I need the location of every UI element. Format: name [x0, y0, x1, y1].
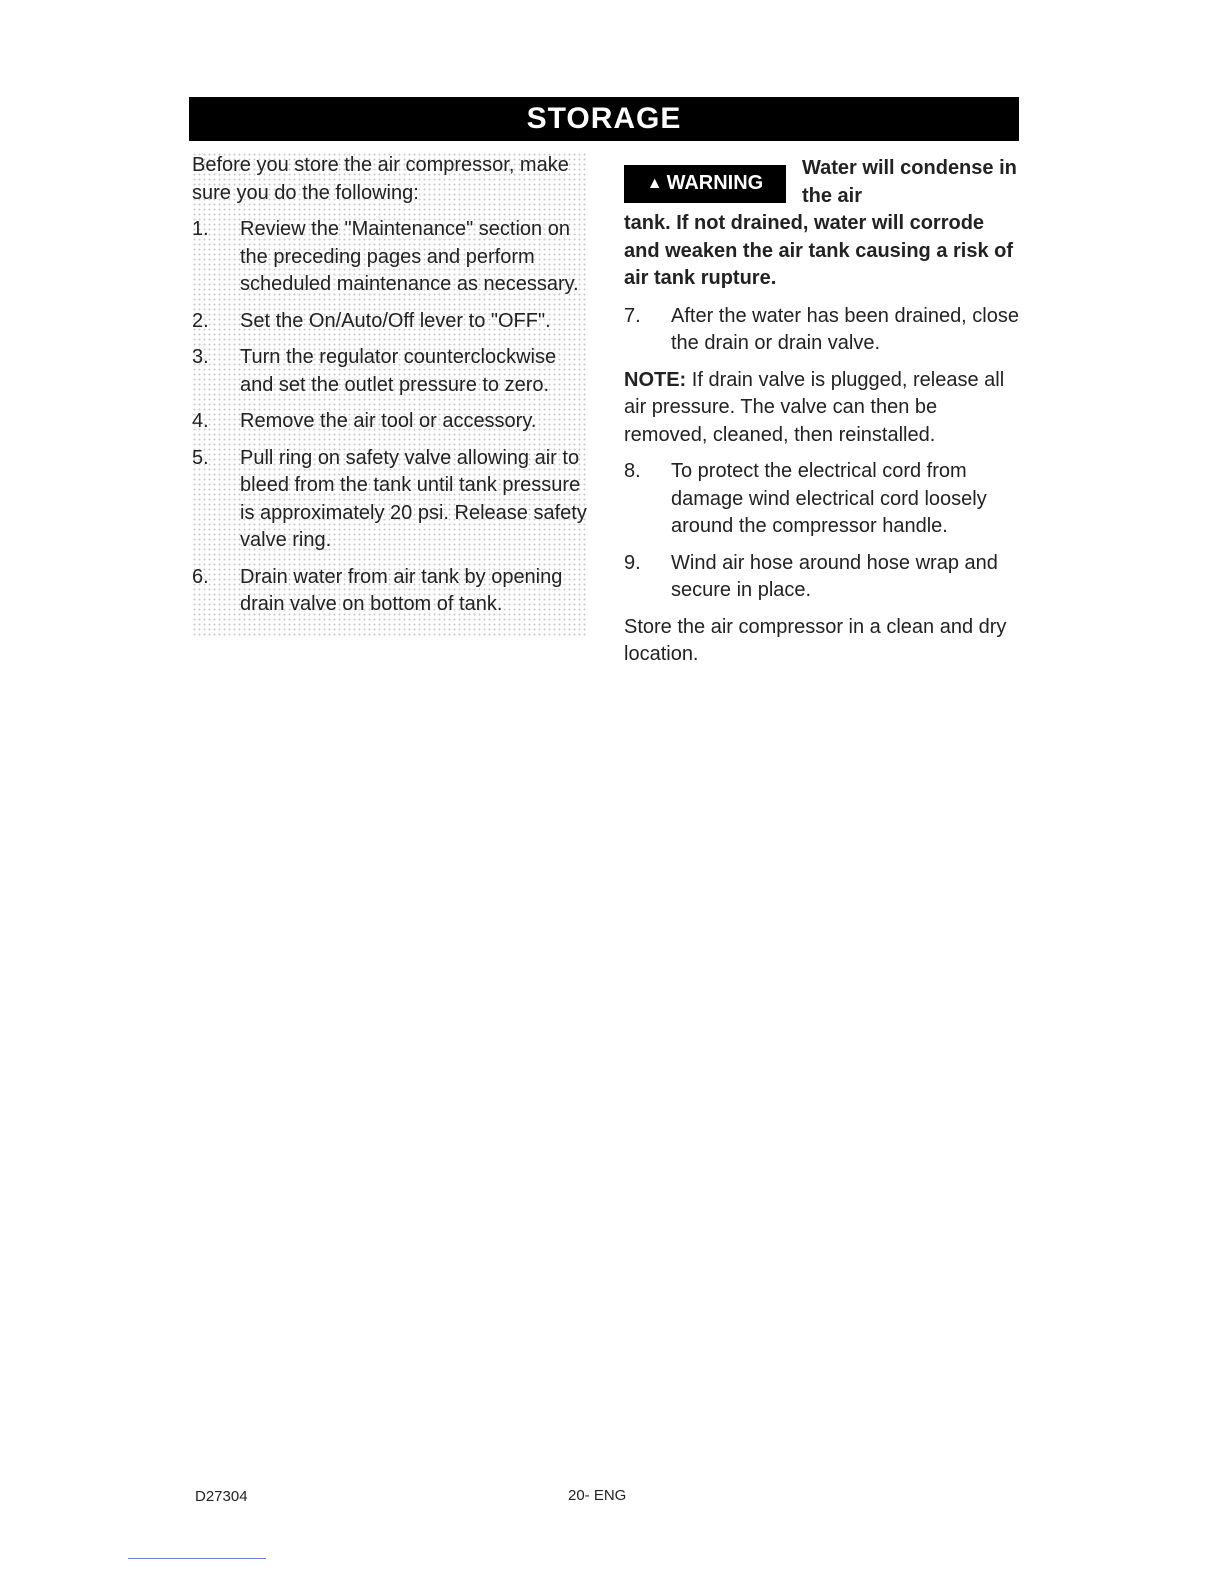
note	[624, 367, 1024, 450]
left-column	[192, 152, 588, 636]
step-text: Drain water from air tank by opening drain valve on bottom of tank.	[240, 565, 563, 615]
step-text: Remove the air tool or accessory.	[240, 410, 537, 432]
section-header	[189, 97, 1019, 141]
step-4	[192, 408, 588, 436]
step-6	[192, 564, 588, 619]
warning-body: tank. If not drained, water will corrode and weaken the air tank causing a risk of air tank rupture.	[624, 212, 1014, 289]
step-number: 6.	[192, 565, 209, 588]
warning-triangle-icon: ▲	[646, 175, 663, 193]
step-text: Set the On/Auto/Off lever to "OFF".	[240, 309, 551, 332]
warning-block	[624, 155, 1024, 293]
step-text: Pull ring on safety valve allowing air to bleed from the tank until tank pressure is approximately 20 psi. Release safety valve ring.	[240, 446, 587, 551]
step-number: 7.	[624, 304, 641, 327]
warning-badge	[624, 165, 786, 203]
step-3	[192, 344, 588, 399]
section-title: STORAGE	[526, 102, 682, 135]
step-number: 5.	[192, 446, 209, 469]
warning-label: WARNING	[666, 172, 764, 195]
step-8	[624, 458, 1024, 541]
step-9	[624, 550, 1024, 605]
step-number: 3.	[192, 346, 209, 368]
step-number: 4.	[192, 410, 209, 432]
step-number: 2.	[192, 309, 209, 332]
step-5	[192, 445, 588, 555]
step-text: Turn the regulator counterclockwise and set the outlet pressure to zero.	[240, 346, 557, 396]
step-7	[624, 303, 1024, 358]
divider-line	[128, 1558, 266, 1559]
step-1	[192, 216, 588, 299]
step-2	[192, 308, 588, 336]
note-text: If drain valve is plugged, release all air pressure. The valve can then be removed, cleaned, then reinstalled.	[624, 368, 1005, 446]
note-label: NOTE:	[624, 368, 687, 391]
step-number: 1.	[192, 218, 209, 240]
right-column	[624, 155, 1024, 669]
step-text: After the water has been drained, close the drain or drain valve.	[671, 304, 1019, 354]
warning-heading: Water will condense in the air	[802, 157, 1017, 207]
intro-text: Before you store the air compressor, make sure you do the following:	[192, 154, 569, 204]
step-number: 8.	[624, 460, 641, 482]
step-text: Wind air hose around hose wrap and secure in place.	[671, 551, 998, 601]
closing-text: Store the air compressor in a clean and dry location.	[624, 615, 1007, 665]
page-number: 20- ENG	[568, 1487, 627, 1504]
step-number: 9.	[624, 551, 641, 574]
step-text: Review the "Maintenance" section on the preceding pages and perform scheduled maintenance as necessary.	[240, 218, 579, 295]
document-id: D27304	[195, 1488, 248, 1505]
step-text: To protect the electrical cord from damage wind electrical cord loosely around the compressor handle.	[671, 460, 987, 537]
